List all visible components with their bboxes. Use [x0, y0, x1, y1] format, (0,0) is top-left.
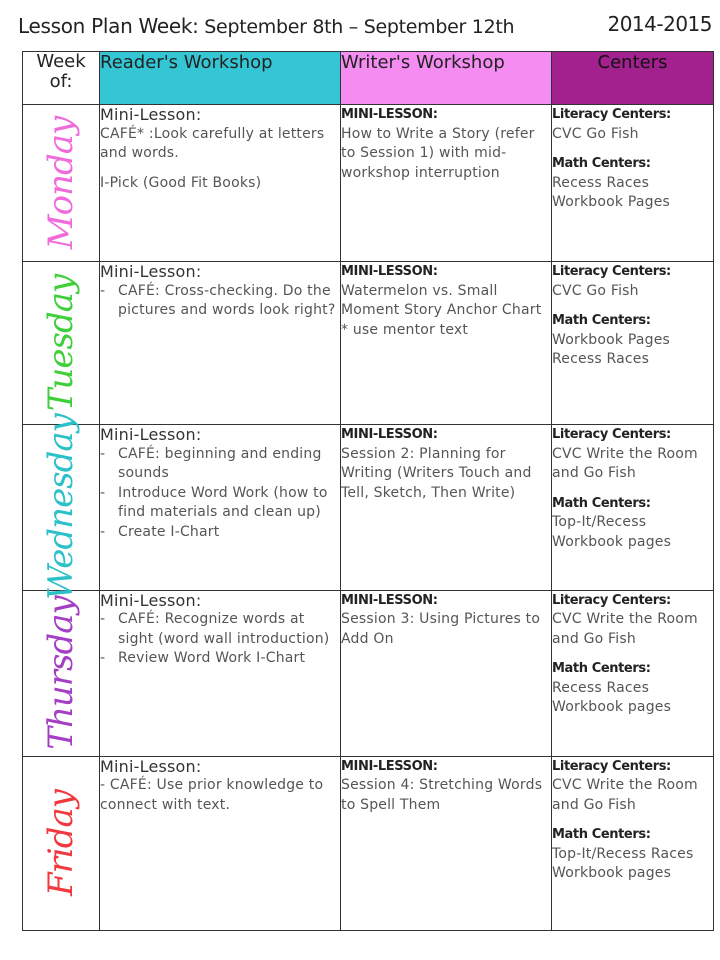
title-label: Lesson Plan Week: [18, 14, 199, 38]
math-item: Recess Races [552, 679, 650, 696]
math-item: Recess Races [552, 351, 650, 368]
math-item: Top-It/Recess [552, 514, 647, 531]
reader-cell [100, 756, 341, 930]
math-item: Recess Races [552, 174, 650, 191]
day-label-cell [23, 590, 100, 756]
reader-bullet: - Introduce Word Work (how to find materials and clean up) [100, 484, 340, 523]
day-name: Tuesday [41, 275, 81, 412]
day-name: Thursday [41, 596, 81, 750]
day-row-monday [23, 105, 714, 262]
reader-bullet: - CAFÉ: Recognize words at sight (word wall introduction) [100, 610, 340, 649]
literacy-item: CVC Write the Room and Go Fish [552, 611, 698, 647]
day-label-cell [23, 105, 100, 262]
math-item: Workbook pages [552, 699, 672, 716]
math-item: Workbook Pages [552, 194, 671, 210]
writer-cell [341, 756, 552, 930]
day-label-cell [23, 756, 100, 930]
centers-cell [552, 425, 714, 590]
literacy-centers-heading: Literacy Centers: [552, 427, 671, 443]
day-name: Wednesday [41, 414, 81, 601]
writers-workshop-header: Writer's Workshop [341, 52, 552, 105]
readers-workshop-header: Reader's Workshop [100, 52, 341, 105]
writer-heading: MINI-LESSON: [341, 107, 438, 122]
writer-note: * use mentor text [341, 321, 469, 338]
writer-cell [341, 262, 552, 425]
writer-cell [341, 105, 552, 262]
week-range: September 8th – September 12th [204, 16, 515, 38]
reader-cell [100, 105, 341, 262]
writer-text: How to Write a Story (refer to Session 1) with mid-workshop interruption [341, 125, 535, 181]
math-item: Top-It/Recess Races [552, 845, 694, 862]
reader-cell [100, 262, 341, 425]
reader-bullet: - Create I-Chart [100, 523, 340, 543]
day-row-wednesday [23, 425, 714, 590]
reader-bullet-list [100, 610, 340, 669]
day-label-cell [23, 262, 100, 425]
day-row-tuesday [23, 262, 714, 425]
centers-cell [552, 590, 714, 756]
writer-text: Session 3: Using Pictures to Add On [341, 611, 541, 647]
literacy-item: CVC Write the Room and Go Fish [552, 445, 698, 482]
literacy-centers-heading: Literacy Centers: [552, 264, 671, 280]
reader-line: CAFÉ* :Look carefully at letters and words. [100, 125, 325, 161]
reader-bullet-list [100, 282, 340, 321]
centers-cell [552, 262, 714, 425]
literacy-item: CVC Go Fish [552, 125, 639, 142]
math-item: Workbook Pages [552, 331, 671, 348]
mini-lesson-title: Mini-Lesson: [100, 105, 202, 124]
day-name: Monday [41, 116, 81, 250]
day-row-thursday [23, 590, 714, 756]
writer-heading: MINI-LESSON: [341, 758, 438, 774]
math-centers-heading: Math Centers: [552, 661, 651, 677]
centers-cell [552, 756, 714, 930]
reader-line: - CAFÉ: Use prior knowledge to connect with text. [100, 777, 324, 813]
day-row-friday [23, 756, 714, 930]
reader-cell [100, 425, 341, 590]
writer-text: Session 4: Stretching Words to Spell Them [341, 777, 543, 813]
math-item: Workbook pages [552, 533, 672, 550]
math-centers-heading: Math Centers: [552, 827, 651, 843]
literacy-item: CVC Go Fish [552, 282, 639, 299]
centers-cell [552, 105, 714, 262]
reader-cell [100, 590, 341, 756]
school-year: 2014-2015 [607, 12, 712, 36]
reader-bullet: - Review Word Work I-Chart [100, 649, 340, 669]
math-item: Workbook pages [552, 865, 672, 882]
literacy-centers-heading: Literacy Centers: [552, 592, 671, 608]
literacy-centers-heading: Literacy Centers: [552, 758, 671, 774]
writer-heading: MINI-LESSON: [341, 264, 438, 280]
literacy-centers-heading: Literacy Centers: [552, 107, 671, 122]
writer-text: Session 2: Planning for Writing (Writers Touch and Tell, Sketch, Then Write) [341, 445, 532, 501]
mini-lesson-title: Mini-Lesson: [100, 756, 202, 776]
reader-bullet-list [100, 445, 340, 543]
math-centers-heading: Math Centers: [552, 156, 651, 171]
literacy-item: CVC Write the Room and Go Fish [552, 777, 698, 813]
week-of-header: Week of: [23, 52, 100, 105]
math-centers-heading: Math Centers: [552, 495, 651, 511]
reader-line: I-Pick (Good Fit Books) [100, 174, 262, 191]
writer-cell [341, 425, 552, 590]
writer-heading: MINI-LESSON: [341, 427, 438, 443]
centers-header: Centers [552, 52, 714, 105]
header-row [23, 52, 714, 105]
reader-bullet: - CAFÉ: Cross-checking. Do the pictures and words look right? [100, 282, 340, 321]
day-label-cell [23, 414, 100, 601]
mini-lesson-title: Mini-Lesson: [100, 590, 202, 610]
day-name: Friday [41, 790, 81, 897]
math-centers-heading: Math Centers: [552, 313, 651, 329]
writer-cell [341, 590, 552, 756]
mini-lesson-title: Mini-Lesson: [100, 425, 202, 445]
writer-text: Watermelon vs. Small Moment Story Anchor Chart [341, 282, 542, 319]
page-header [0, 0, 720, 50]
mini-lesson-title: Mini-Lesson: [100, 262, 202, 282]
reader-bullet: - CAFÉ: beginning and ending sounds [100, 445, 340, 484]
lesson-plan-table [22, 51, 714, 931]
page-title [18, 14, 514, 38]
writer-heading: MINI-LESSON: [341, 592, 438, 608]
